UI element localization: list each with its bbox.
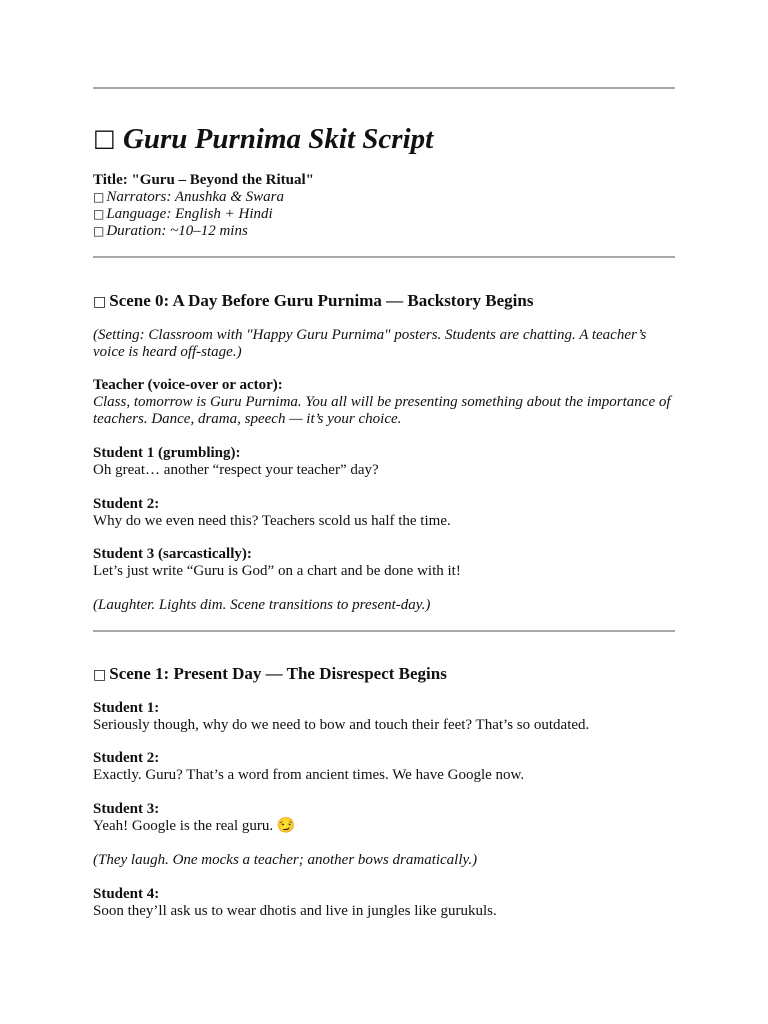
- emoji-icon: □: [93, 190, 105, 204]
- dialogue-text: Yeah! Google is the real guru. 😏: [93, 818, 296, 834]
- dialogue-text: Oh great… another “respect your teacher” day?: [93, 462, 379, 478]
- emoji-icon: □: [93, 124, 116, 152]
- dialogue-line: [93, 886, 675, 920]
- meta-title-value: "Guru – Beyond the Ritual": [131, 172, 314, 188]
- horizontal-rule: [93, 256, 675, 258]
- speaker-label: Student 1:: [93, 700, 160, 716]
- scene-setting: (Setting: Classroom with "Happy Guru Purnima" posters. Students are chatting. A teacher’s voice is heard off-stage.): [93, 327, 647, 360]
- dialogue-text: Let’s just write “Guru is God” on a chart and be done with it!: [93, 563, 461, 579]
- dialogue-line: [93, 750, 675, 784]
- dialogue-text: Exactly. Guru? That’s a word from ancient times. We have Google now.: [93, 767, 525, 783]
- speaker-label: Teacher (voice-over or actor):: [93, 377, 283, 393]
- dialogue-text: Seriously though, why do we need to bow and touch their feet? That’s so outdated.: [93, 717, 590, 733]
- meta-narrators: □ Narrators: Anushka & Swara: [93, 189, 285, 205]
- emoji-icon: □: [93, 207, 105, 221]
- dialogue-line: [93, 700, 675, 734]
- stage-direction: (Laughter. Lights dim. Scene transitions to present-day.): [93, 597, 431, 613]
- dialogue-text: Class, tomorrow is Guru Purnima. You all will be presenting something about the importance of teachers. Dance, drama, speech — it’s your choice.: [93, 394, 671, 427]
- dialogue-line: [93, 377, 675, 428]
- meta-duration: □ Duration: ~10–12 mins: [93, 223, 248, 239]
- stage-direction: (They laugh. One mocks a teacher; another bows dramatically.): [93, 852, 478, 868]
- dialogue-text: Why do we even need this? Teachers scold us half the time.: [93, 513, 451, 529]
- page-title: [93, 118, 433, 159]
- dialogue-line: [93, 801, 675, 835]
- skit-meta: [93, 172, 314, 240]
- dialogue-line: [93, 445, 675, 479]
- dialogue-text: Soon they’ll ask us to wear dhotis and live in jungles like gurukuls.: [93, 903, 497, 919]
- dialogue-line: [93, 546, 675, 580]
- speaker-label: Student 2:: [93, 496, 160, 512]
- speaker-label: Student 2:: [93, 750, 160, 766]
- meta-title-label: Title:: [93, 172, 128, 188]
- speaker-label: Student 3 (sarcastically):: [93, 546, 252, 562]
- dialogue-line: [93, 496, 675, 530]
- horizontal-rule: [93, 630, 675, 632]
- emoji-icon: □: [93, 294, 107, 310]
- speaker-label: Student 3:: [93, 801, 160, 817]
- emoji-icon: □: [93, 224, 105, 238]
- page-title-text: Guru Purnima Skit Script: [122, 123, 434, 155]
- scene-heading: □ Scene 1: Present Day — The Disrespect Begins: [93, 663, 447, 686]
- meta-title: [93, 172, 314, 189]
- emoji-icon: □: [93, 667, 107, 683]
- meta-language: □ Language: English + Hindi: [93, 206, 273, 222]
- scene-heading: □ Scene 0: A Day Before Guru Purnima — Backstory Begins: [93, 290, 533, 313]
- speaker-label: Student 1 (grumbling):: [93, 445, 241, 461]
- speaker-label: Student 4:: [93, 886, 160, 902]
- horizontal-rule: [93, 87, 675, 89]
